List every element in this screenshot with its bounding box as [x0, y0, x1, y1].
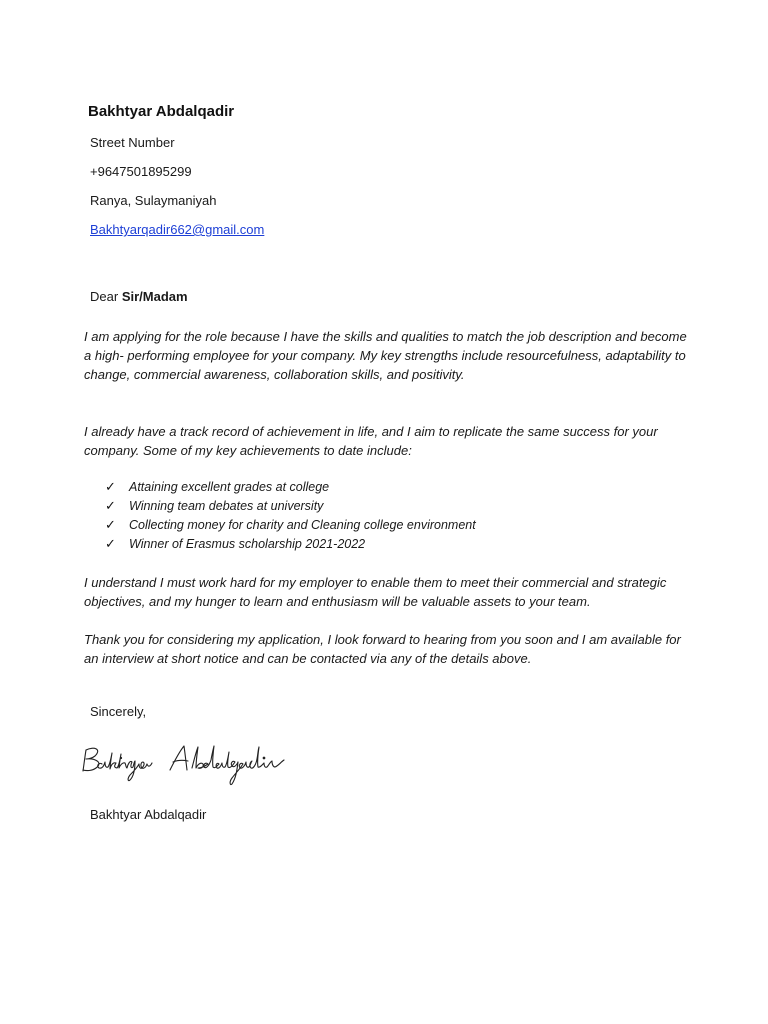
salutation-recipient: Sir/Madam — [121, 289, 188, 304]
printed-name: Bakhtyar Abdalqadir — [90, 807, 207, 822]
handwritten-signature — [80, 740, 290, 792]
sender-street: Street Number — [90, 135, 175, 150]
body-paragraph-4: Thank you for considering my application, I look forward to hearing from you soon and I am available for an interview at short notice and can be contacted via any of the details above. — [84, 632, 681, 666]
list-item — [104, 478, 476, 497]
body-paragraph-1: I am applying for the role because I have the skills and qualities to match the job description and become a high- performing employee for your company. My key strengths include resourcefulness, adaptability to change, commercial awareness, collaboration skills, and positivity. — [84, 329, 687, 382]
achievement-text: Winner of Erasmus scholarship 2021-2022 — [129, 537, 366, 551]
body-paragraph-3: I understand I must work hard for my employer to enable them to meet their commercial and strategic objectives, and my hunger to learn and enthusiasm will be valuable assets to your team. — [84, 575, 667, 609]
sender-email-link[interactable]: Bakhtyarqadir662@gmail.com — [90, 222, 265, 237]
check-mark-icon: ✓ — [105, 517, 116, 532]
check-mark-icon: ✓ — [105, 536, 116, 551]
achievement-text: Attaining excellent grades at college — [129, 480, 330, 494]
list-item — [104, 535, 476, 554]
sender-city: Ranya, Sulaymaniyah — [90, 193, 217, 208]
salutation — [90, 289, 188, 304]
salutation-greeting: Dear — [90, 289, 119, 304]
list-item — [104, 497, 476, 516]
sender-name: Bakhtyar Abdalqadir — [88, 103, 235, 120]
sender-email-line — [90, 222, 264, 237]
check-mark-icon: ✓ — [105, 498, 116, 513]
sender-phone: +9647501895299 — [90, 164, 192, 179]
achievement-text: Winning team debates at university — [129, 499, 324, 513]
check-mark-icon: ✓ — [105, 479, 116, 494]
body-paragraph-2: I already have a track record of achievement in life, and I aim to replicate the same success for your company. Some of my key achievements to date include: — [84, 424, 658, 458]
list-item — [104, 516, 476, 535]
valediction: Sincerely, — [90, 704, 147, 719]
achievement-text: Collecting money for charity and Cleaning college environment — [129, 518, 476, 532]
achievements-list — [104, 478, 476, 554]
